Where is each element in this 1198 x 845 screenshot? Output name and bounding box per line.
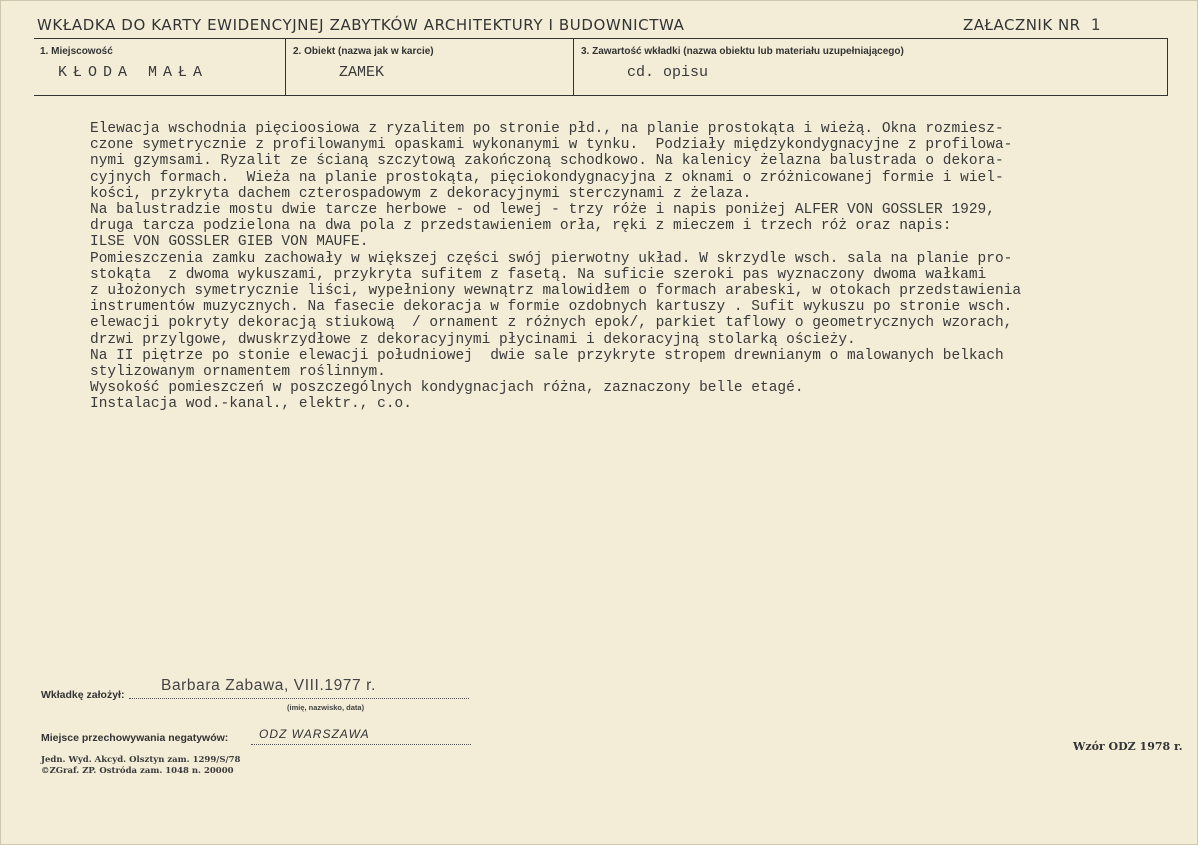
field-divider-1 — [285, 39, 286, 95]
content-value: cd. opisu — [627, 64, 709, 81]
field-right-edge — [1167, 39, 1168, 95]
printer-info-1: Jedn. Wyd. Akcyd. Olsztyn zam. 1299/S/78 — [41, 755, 241, 765]
annex-label — [963, 15, 1101, 34]
author-value: Barbara Zabawa, VIII.1977 r. — [161, 677, 376, 694]
object-value: ZAMEK — [339, 64, 385, 81]
description-line: kości, przykryta dachem czterospadowym z dekoracyjnymi sterczynami z żelaza. — [90, 185, 752, 202]
annex-number: 1 — [1090, 15, 1101, 34]
storage-label: Miejsce przechowywania negatywów: — [41, 732, 229, 744]
description-line: Instalacja wod.-kanal., elektr., c.o. — [90, 396, 412, 413]
description-line: cyjnych formach. Wieża na planie prostokąta, pięciokondygnacyjna z oknami o zróżnicowanej formie i wiel- — [90, 169, 1004, 186]
author-caption: (imię, nazwisko, data) — [287, 703, 365, 712]
locality-value: KŁODA MAŁA — [58, 64, 209, 81]
description-line: Na balustradzie mostu dwie tarcze herbowe - od lewej - trzy róże i napis poniżej ALFER VON GOSSLER 1929, — [90, 202, 995, 219]
description-line: Wysokość pomieszczeń w poszczególnych kondygnacjach różna, zaznaczony belle etagé. — [90, 380, 804, 397]
description-line: nymi gzymsami. Ryzalit ze ścianą szczytową zakończoną schodkowo. Na kalenicy żelazna balustrada o dekora- — [90, 153, 1004, 170]
description-line: czone symetrycznie z profilowanymi opaskami wykonanymi w tynku. Podziały międzykondygnacyjne z profilowa- — [90, 137, 1013, 154]
header-rule — [34, 38, 1168, 39]
field-divider-2 — [573, 39, 574, 95]
description-line: z ułożonych symetrycznie liści, wypełniony wewnątrz malowidłem o formach arabeski, w otokach przedstawienia — [90, 283, 1022, 300]
description-line: drzwi przylgowe, dwuskrzydłowe z dekoracyjnymi płycinami i dekoracyjną stolarką ościeży. — [90, 331, 856, 348]
author-label: Wkładkę założył: — [41, 689, 125, 701]
description-line: stokąta z dwoma wykuszami, przykryta sufitem z fasetą. Na suficie szeroki pas wyznaczony dwoma wałkami — [90, 266, 987, 283]
description-line: druga tarcza podzielona na dwa pola z przedstawieniem orła, ręki z mieczem i trzech róż oraz napis: — [90, 218, 952, 235]
description-text — [90, 121, 1160, 413]
fields-bottom-rule — [34, 95, 1168, 96]
form-title: WKŁADKA DO KARTY EWIDENCYJNEJ ZABYTKÓW ARCHITEKTURY I BUDOWNICTWA — [37, 16, 685, 34]
author-dotted-line — [129, 698, 469, 699]
description-line: Pomieszczenia zamku zachowały w większej części swój pierwotny układ. W skrzydle wsch. sala na planie pro- — [90, 250, 1013, 267]
storage-value: ODZ WARSZAWA — [259, 727, 370, 741]
storage-dotted-line — [251, 744, 471, 745]
content-label: 3. Zawartość wkładki (nazwa obiektu lub materiału uzupełniającego) — [581, 46, 904, 57]
description-line: elewacji pokryty dekoracją stiukową / ornament z różnych epok/, parkiet taflowy o geometrycznych wzorach, — [90, 315, 1013, 332]
description-line: stylizowanym ornamentem roślinnym. — [90, 364, 386, 381]
description-line: ILSE VON GOSSLER GIEB VON MAUFE. — [90, 234, 369, 251]
form-id: Wzór ODZ 1978 r. — [1073, 740, 1183, 753]
annex-label-text: ZAŁACZNIK NR — [963, 16, 1081, 34]
description-line: Na II piętrze po stonie elewacji południowej dwie sale przykryte stropem drewnianym o malowanych belkach — [90, 347, 1004, 364]
description-line: instrumentów muzycznych. Na fasecie dekoracja w formie ozdobnych kartuszy . Sufit wykuszu po stronie wsch. — [90, 299, 1013, 316]
description-line: Elewacja wschodnia pięcioosiowa z ryzalitem po stronie płd., na planie prostokąta i wieżą. Okna rozmiesz- — [90, 121, 1004, 137]
object-label: 2. Obiekt (nazwa jak w karcie) — [293, 46, 434, 57]
printer-info-2: ©ZGraf. ZP. Ostróda zam. 1048 n. 20000 — [41, 766, 234, 776]
locality-label: 1. Miejscowość — [40, 46, 113, 57]
